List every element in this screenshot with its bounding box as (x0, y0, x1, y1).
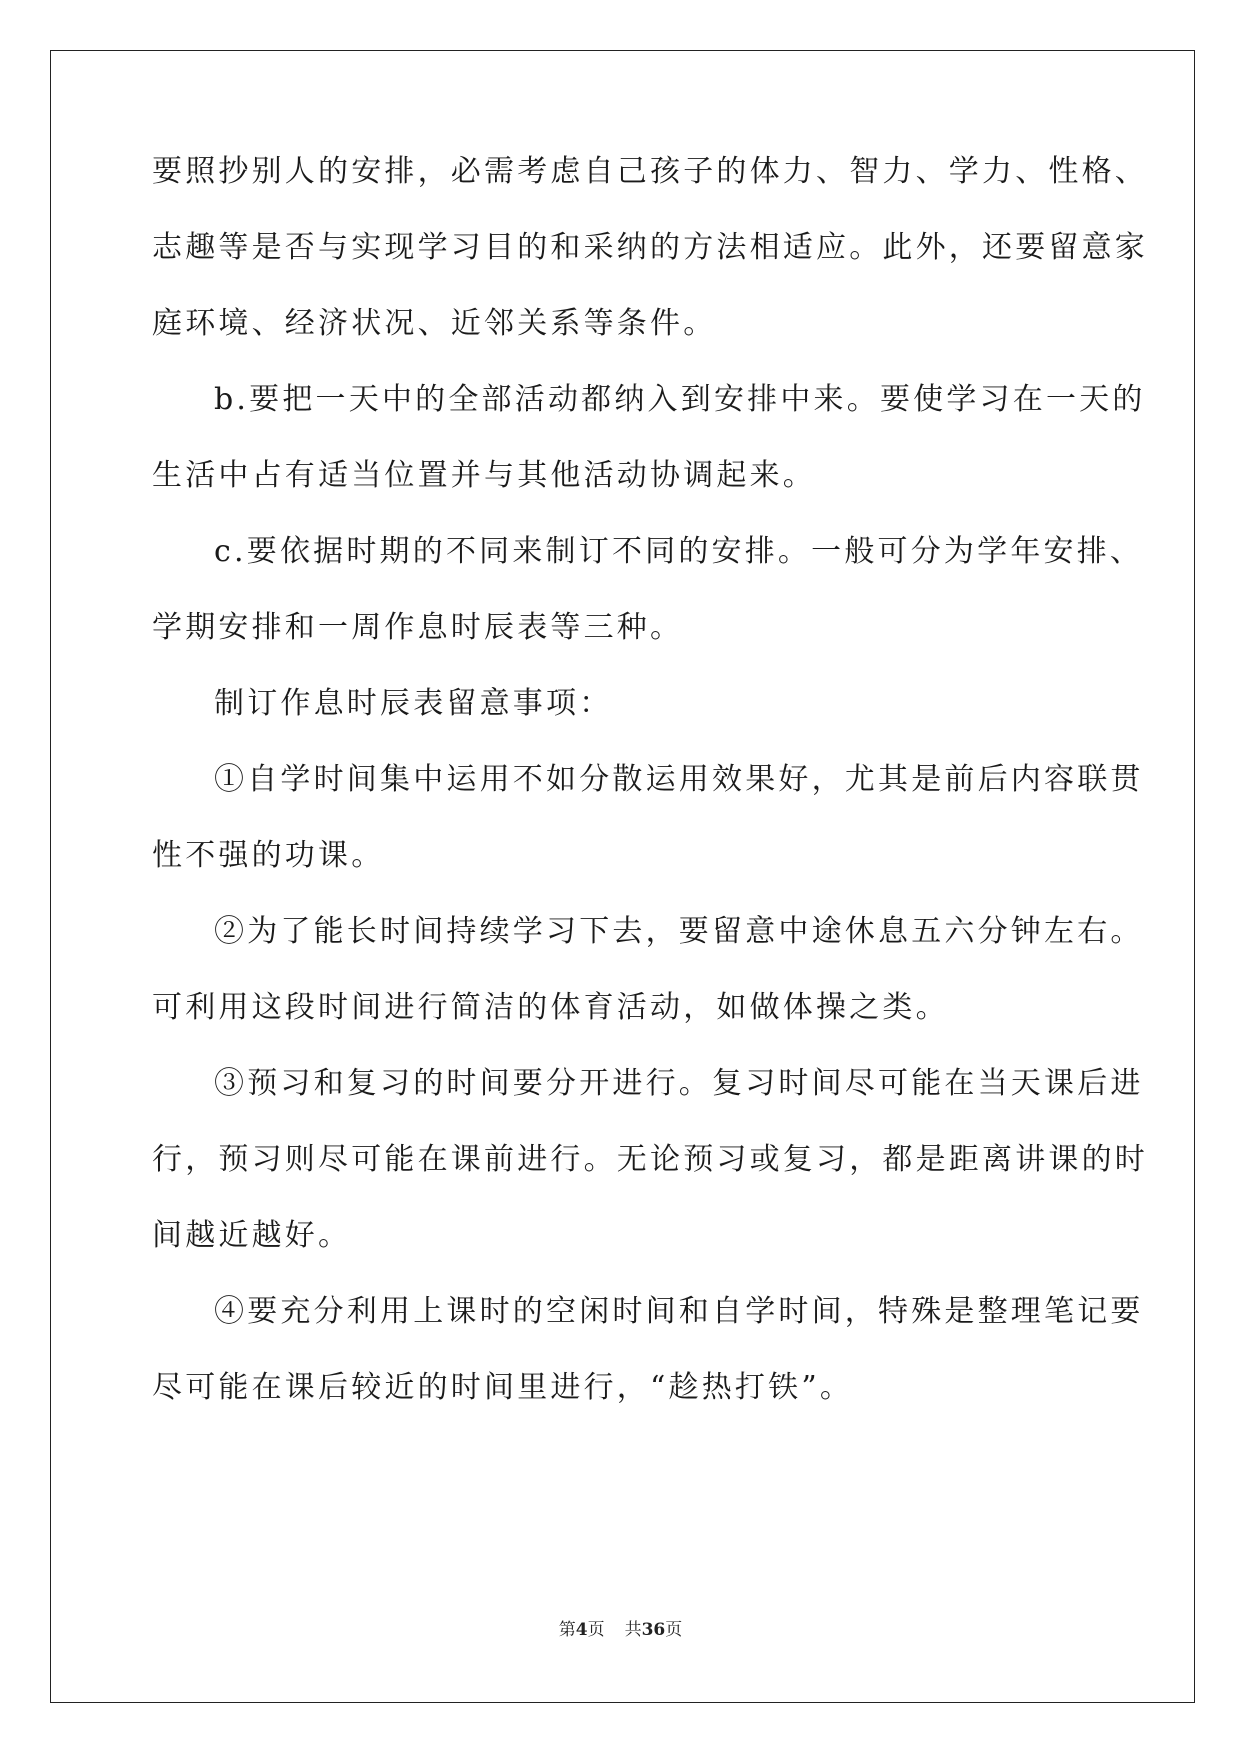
list-item-4-line: ④要充分利用上课时的空闲时间和自学时间，特殊是整理笔记要 (214, 1294, 1144, 1329)
text-line: 间越近越好。 (152, 1218, 352, 1253)
list-item-2-line: ②为了能长时间持续学习下去，要留意中途休息五六分钟左右。 (214, 914, 1144, 949)
page-prefix: 第 (558, 1620, 576, 1640)
list-item-1-line: ①自学时间集中运用不如分散运用效果好，尤其是前后内容联贯 (214, 762, 1144, 797)
list-item-3-line: ③预习和复习的时间要分开进行。复习时间尽可能在当天课后进 (214, 1066, 1144, 1101)
total-pages: 36 (641, 1620, 666, 1640)
text-line: 志趣等是否与实现学习目的和采纳的方法相适应。此外，还要留意家 (152, 230, 1148, 265)
paragraph-start-line: b.要把一天中的全部活动都纳入到安排中来。要使学习在一天的 (214, 382, 1146, 417)
text-line: 要照抄别人的安排，必需考虑自己孩子的体力、智力、学力、性格、 (152, 154, 1148, 189)
text-line: 尽可能在课后较近的时间里进行，“趁热打铁”。 (152, 1370, 854, 1405)
text-line: 性不强的功课。 (152, 838, 385, 873)
total-suffix: 页 (665, 1620, 683, 1640)
page-footer (0, 1618, 1241, 1642)
page-border (50, 50, 1195, 1703)
text-line: 行，预习则尽可能在课前进行。无论预习或复习，都是距离讲课的时 (152, 1142, 1148, 1177)
text-line: 可利用这段时间进行简洁的体育活动，如做体操之类。 (152, 990, 949, 1025)
text-line: 学期安排和一周作息时辰表等三种。 (152, 610, 684, 645)
page-suffix: 页 (587, 1620, 605, 1640)
text-line: 生活中占有适当位置并与其他活动协调起来。 (152, 458, 816, 493)
text-line: 庭环境、经济状况、近邻关系等条件。 (152, 306, 717, 341)
section-heading-line: 制订作息时辰表留意事项： (214, 686, 613, 721)
page-number: 4 (575, 1620, 588, 1640)
paragraph-start-line: c.要依据时期的不同来制订不同的安排。一般可分为学年安排、 (214, 534, 1144, 569)
total-prefix: 共 (624, 1620, 642, 1640)
